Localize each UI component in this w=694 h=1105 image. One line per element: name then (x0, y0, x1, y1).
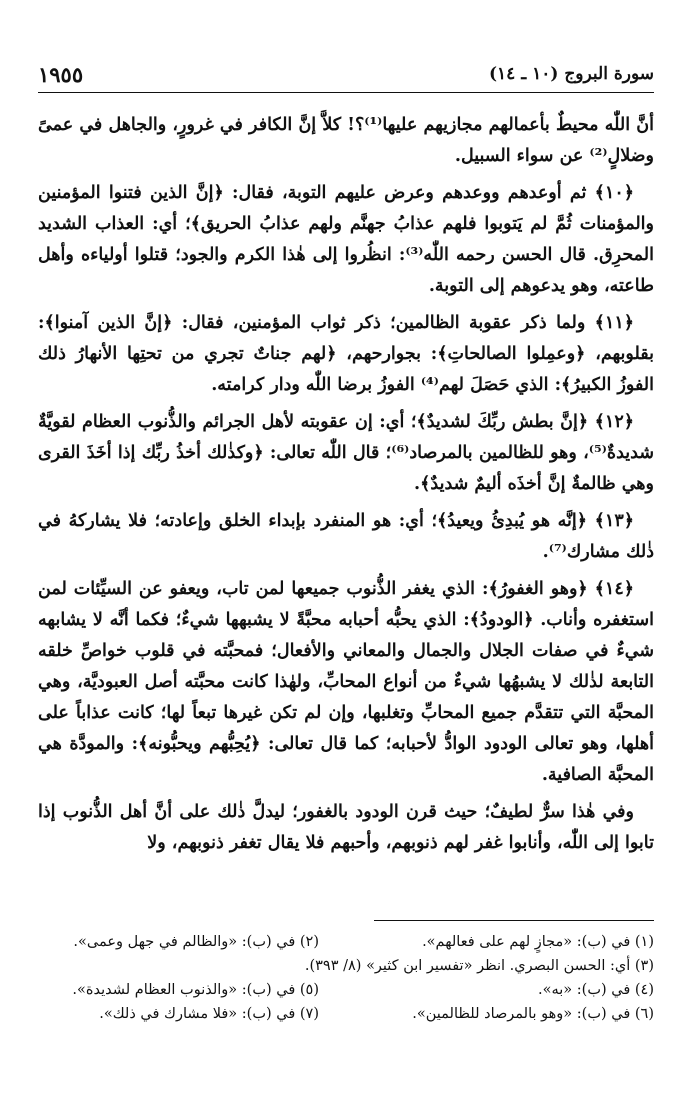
paragraph: أنَّ اللّٰه محيطٌ بأعمالهم مجازيهم عليها⁽¹⁾؟! كلاَّ إنَّ الكافر في غرورٍ، والجاهل في عمىً وضلالٍ⁽²⁾ عن سواء السبيل. (38, 115, 654, 166)
page-header (38, 60, 654, 93)
footnote-5: (٥) في (ب): «والذنوب العظام لشديدة». (72, 982, 319, 998)
paragraph: وفي هٰذا سرٌّ لطيفٌ؛ حيث قرن الودود بالغفور؛ ليدلَّ ذٰلك على أنَّ أهل الذُّنوب إذا تابوا إلى اللّٰه، وأنابوا غفر لهم ذنوبهم، وأحبهم فلا يقال تغفر ذنوبهم، ولا (38, 802, 654, 853)
footnote-4: (٤) في (ب): «به». (538, 982, 654, 998)
paragraph-verse-14: ﴿١٤﴾ ﴿وهو الغفورُ﴾: الذي يغفر الذُّنوب جميعها لمن تاب، ويعفو عن السيِّئات لمن استغفره وأناب. ﴿الودودُ﴾: الذي يحبُّه أحبابه محبَّةً لا يشبهها شيءٌ؛ فكما أنَّه لا يشابهه شيءٌ في صفات الجلال والجمال والمعاني والأفعال؛ فمحبَّته في قلوب خواصِّ خلقه التابعة لذٰلك لا يشبهُها شيءٌ من أنواع المحابِّ، ولهٰذا كانت محبَّته أصل العبوديَّة، وهي المحبَّة التي تتقدَّم جميع المحابِّ وتغلبها، وإن لم تكن غيرها تبعاً لها؛ كانت عذاباً على أهلها، وهو تعالى الودود الوادُّ لأحبابه؛ كما قال تعالى: ﴿يُحِبُّهم ويحبُّونه﴾: والمودَّة هي المحبَّة الصافية. (38, 579, 654, 785)
paragraph-verse-13: ﴿١٣﴾ ﴿إنَّه هو يُبدِئُ ويعيدُ﴾؛ أي: هو المنفرد بإبداء الخلق وإعادته؛ فلا يشاركهُ في ذٰلك مشارك⁽⁷⁾. (38, 511, 654, 562)
main-text (38, 110, 654, 865)
paragraph-verse-11: ﴿١١﴾ ولما ذكر عقوبة الظالمين؛ ذكر ثواب المؤمنين، فقال: ﴿إنَّ الذين آمنوا﴾: بقلوبهم، ﴿وعمِلوا الصالحاتِ﴾: بجوارحهم، ﴿لهم جناتٌ تجري من تحتِها الأنهارُ ذلك الفوزُ الكبيرُ﴾: الذي حَصَلَ لهم⁽⁴⁾ الفوزُ برضا اللّٰه ودار كرامته. (38, 313, 654, 395)
footnote-6: (٦) في (ب): «وهو بالمرصاد للظالمين». (412, 1006, 654, 1022)
paragraph-verse-10: ﴿١٠﴾ ثم أوعدهم ووعدهم وعرض عليهم التوبة، فقال: ﴿إنَّ الذين فتنوا المؤمنين والمؤمنات ثُمَّ لم يَتوبوا فلهم عذابُ جهنَّم ولهم عذابُ الحريق﴾؛ أي: العذاب الشديد المحرِق. قال الحسن رحمه اللّٰه⁽³⁾: انظُروا إلى هٰذا الكرم والجود؛ قتلوا أولياءه وأهل طاعته، وهو يدعوهم إلى التوبة. (38, 183, 654, 296)
paragraph-verse-12: ﴿١٢﴾ ﴿إنَّ بطش ربِّكَ لشديدٌ﴾؛ أي: إن عقوبته لأهل الجرائم والذُّنوب العظام لقويَّةٌ شديدةٌ⁽⁵⁾، وهو للظالمين بالمرصاد⁽⁶⁾؛ قال اللّٰه تعالى: ﴿وكذٰلك أخذُ ربِّك إذا أخَذَ القرى وهي ظالمةٌ إنَّ أخذَه أليمٌ شديدٌ﴾. (38, 412, 654, 494)
running-title: سورة البروج (١٠ ـ ١٤) (488, 64, 654, 84)
footnote-1: (١) في (ب): «مجازٍ لهم على فعالهم». (422, 934, 654, 950)
footnote-2: (٢) في (ب): «والظالم في جهل وعمى». (73, 934, 319, 950)
footnotes (38, 930, 654, 1026)
footnote-3: (٣) أي: الحسن البصري. انظر «تفسير ابن كثير» (٨/ ٣٩٣). (304, 958, 654, 974)
footnote-7: (٧) في (ب): «فلا مشارك في ذلك». (99, 1006, 319, 1022)
footnote-row (38, 1002, 654, 1026)
footnote-row (38, 954, 654, 978)
footnote-row (38, 978, 654, 1002)
footnote-row (38, 930, 654, 954)
footnote-divider (374, 920, 654, 921)
page-number: ١٩٥٥ (38, 62, 84, 87)
